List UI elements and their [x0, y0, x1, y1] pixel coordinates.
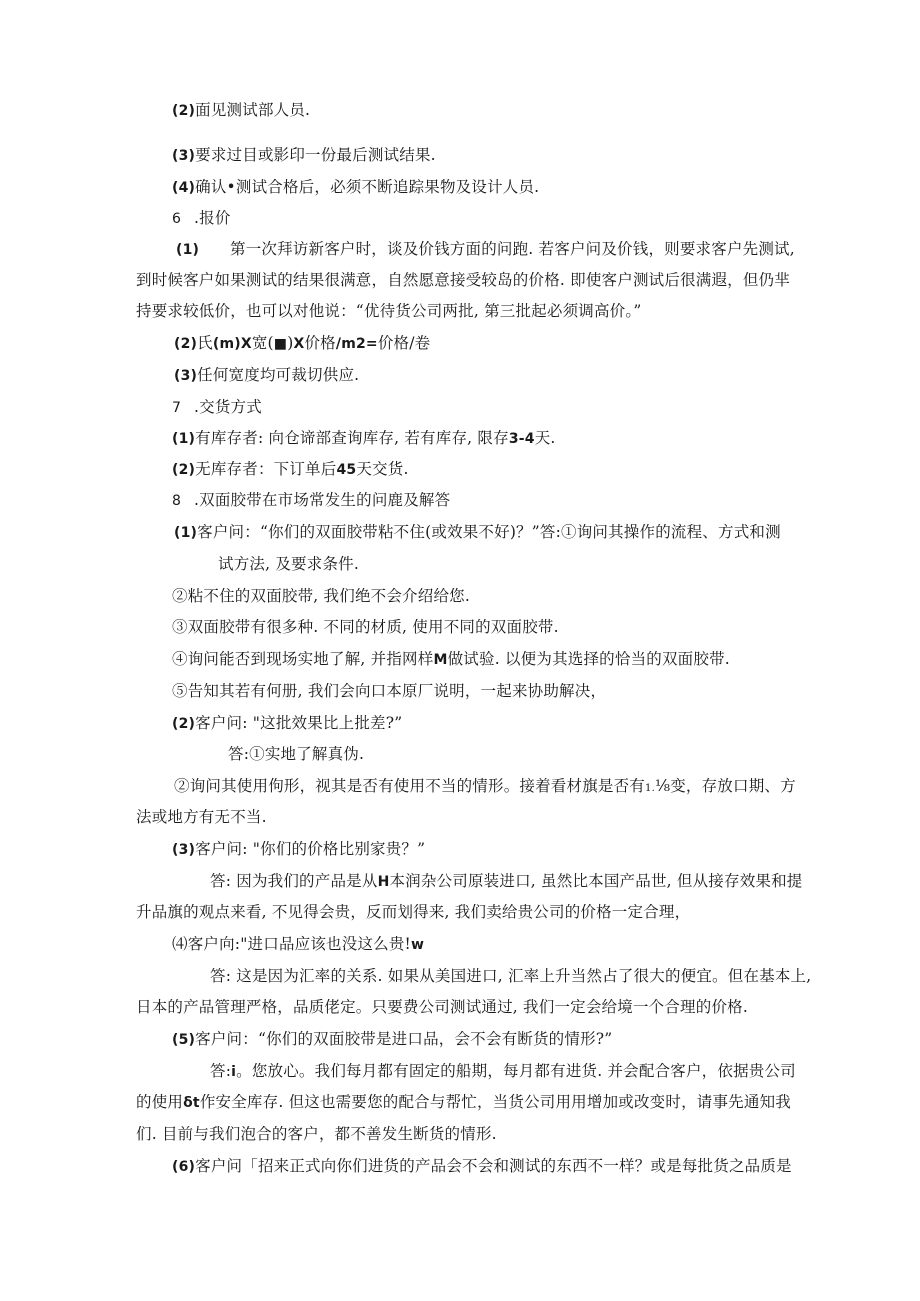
qa-1-answer-5: ⑤告知其若有何册, 我们会向口本原厂说明，一起来协助解决，: [172, 682, 607, 700]
qa-5-answer-line-2: 的使用δt作安全库存. 但这也需要您的配合与帮忙，当货公司用用增加或改变时，请事先通知我: [136, 1093, 791, 1111]
qa-2-answer-1: 答:①实地了解真伪.: [228, 745, 365, 763]
qa-1-answer-3: ③双面胶带有很多种. 不同的材质, 使用不同的双面胶带.: [172, 618, 559, 636]
qa-5-answer-line-1: 答:i。您放心。我们每月都有固定的船期，每月都有进货. 并会配合客户，依据贵公司: [210, 1062, 796, 1080]
section-6-heading: 6 .报价: [172, 209, 231, 227]
qa-3-question: (3)客户问: "你们的价格比别家贵？”: [172, 840, 426, 858]
qa-1-answer-4: ④询问能否到现场实地了解, 并指网样M做试验. 以便为其选择的恰当的双面胶带.: [172, 650, 730, 668]
qa-2-question: (2)客户问: "这批效果比上批差?”: [172, 714, 403, 732]
price-paragraph-line-2: 到时候客户如果测试的结果很满意，自然愿意接受较岛的价格. 即使客户测试后很满遐，但仍芈: [136, 271, 790, 289]
qa-1-continued: 试方法, 及要求条件.: [218, 555, 359, 573]
qa-2-answer-2-continued: 法或地方有无不当.: [136, 808, 267, 826]
qa-1-answer-2: ②粘不住的双面胶带, 我们绝不会介绍给您.: [172, 587, 470, 605]
qa-3-answer-line-1: 答: 因为我们的产品是从H本润杂公司原装进口, 虽然比本国产品世, 但从接存效果和提: [210, 872, 803, 890]
price-paragraph-line-1: (1) 第一次拜访新客户时，谈及价钱方面的问跑. 若客户问及价钱，则要求客户先测试,: [176, 240, 795, 258]
qa-1-question: (1)客户问：“你们的双面胶带粘不住(或效果不好)？”答:①询问其操作的流程、方式和测: [174, 523, 781, 541]
price-formula: (2)氏(m)X宽(■)X价格/m2=价格/卷: [174, 334, 431, 352]
item-2-meet-test-staff: (2)面见测试部人员.: [172, 101, 311, 119]
delivery-in-stock: (1)有库存者: 向仓谛部查询库存, 若有库存, 限存3-4天.: [172, 429, 556, 447]
qa-3-answer-line-2: 升品旗的观点来看, 不见得会贵，反而划得来, 我们卖给贵公司的价格一定合理，: [136, 903, 691, 921]
item-3-any-width: (3)任何宽度均可裁切供应.: [174, 366, 360, 384]
qa-6-question: (6)客户问「招来正式向你们进货的产品会不会和测试的东西不一样？或是每批货之品质是: [172, 1157, 792, 1175]
qa-5-answer-line-3: 们. 目前与我们泡合的客户，都不善发生断货的情形.: [136, 1125, 497, 1143]
qa-4-answer-line-1: 答: 这是因为汇率的关系. 如果从美国进口, 汇率上升当然占了很大的便宜。但在基本上,: [210, 967, 812, 985]
qa-4-question: ⑷客户向:"进口品应该也没这么贵!w: [172, 935, 425, 953]
qa-5-question: (5)客户问：“你们的双面胶带是进口品，会不会有断货的情形?”: [172, 1030, 613, 1048]
qa-4-answer-line-2: 日本的产品管理严格，品质佬定。只要费公司测试通过, 我们一定会给境一个合理的价格.: [136, 998, 748, 1016]
item-4-confirm-test: (4)确认•测试合格后，必须不断追踪果物及设计人员.: [172, 178, 540, 196]
qa-2-answer-2: ②询问其使用佝形，视其是否有使用不当的情形。接着看材旗是否有1.⅛变，存放口期、方: [174, 777, 796, 795]
section-7-heading: 7 .交货方式: [172, 398, 262, 416]
delivery-no-stock: (2)无库存者：下订单后45天交货.: [172, 460, 409, 478]
price-paragraph-line-3: 持要求较低价，也可以对他说：“优待货公司两批, 第三批起必须调高价。”: [136, 302, 642, 320]
item-3-request-result: (3)要求过目或影印一份最后测试结果.: [172, 146, 436, 164]
section-8-heading: 8 .双面胶带在市场常发生的问鹿及解答: [172, 491, 451, 509]
